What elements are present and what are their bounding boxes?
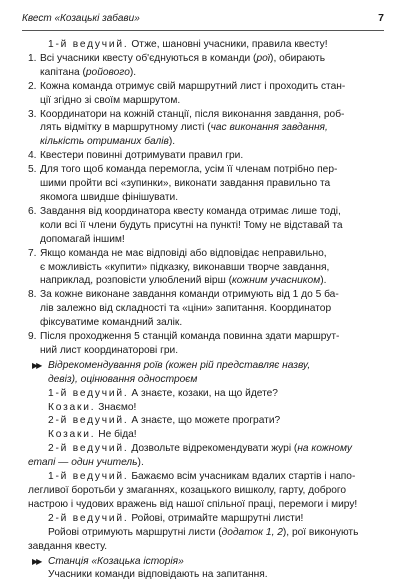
speaker-label: 2-й ведучий. xyxy=(48,512,129,524)
double-arrow-icon: ▶▶ xyxy=(32,360,41,370)
rule-emphasis: ройового xyxy=(85,66,130,78)
jury-text: Дозвольте відрекомендувати журі ( xyxy=(128,443,298,455)
rules-list xyxy=(28,52,388,358)
rule-line xyxy=(40,344,388,358)
dialogue-line xyxy=(28,401,388,415)
rule-text: Всі учасники квесту об'єднуються в команди ( xyxy=(40,52,257,64)
page-content xyxy=(28,38,388,582)
rule-line xyxy=(40,233,388,247)
rule-line xyxy=(40,219,388,233)
wish-line: настрою і чудових вражень від нашої спільної праці, перемоги і миру! xyxy=(28,498,358,510)
rule-text: наприклад, розповісти улюблений вірш ( xyxy=(40,275,232,287)
receive-line xyxy=(28,512,388,526)
rule-line xyxy=(40,316,388,330)
closing-appendix: додаток 1, 2 xyxy=(221,526,283,538)
jury-text: ). xyxy=(137,457,144,469)
rule-item xyxy=(28,330,388,358)
rule-number: 4. xyxy=(28,150,37,162)
rule-emphasis: час виконання завдання, xyxy=(210,122,328,134)
jury-note: етапі — один учитель xyxy=(28,457,138,469)
jury-note: на кожному xyxy=(297,443,352,455)
speaker-label: Козаки. xyxy=(48,401,96,413)
rule-item xyxy=(28,108,388,150)
rule-line xyxy=(40,163,388,177)
rule-line xyxy=(40,288,388,302)
intro-line xyxy=(28,38,388,52)
rule-text: допомагай іншим! xyxy=(40,233,125,245)
rule-emphasis: рої xyxy=(256,52,271,64)
rule-line xyxy=(40,274,388,288)
running-header xyxy=(22,7,384,31)
rule-line xyxy=(40,191,388,205)
rule-line xyxy=(40,108,388,122)
rule-line xyxy=(40,52,388,66)
jury-line xyxy=(28,442,388,456)
double-arrow-icon: ▶▶ xyxy=(32,556,41,566)
dialogue-line xyxy=(28,387,388,401)
section-heading-line: Станція «Козацька історія» xyxy=(48,555,184,567)
rule-number: 7. xyxy=(28,247,37,259)
dialogue-line xyxy=(28,414,388,428)
rule-number: 5. xyxy=(28,164,37,176)
rule-text: ). xyxy=(168,136,176,148)
rule-text: Якщо команда не має відповіді або відповідає неправильно, xyxy=(40,247,327,259)
rule-number: 8. xyxy=(28,289,37,301)
rule-line xyxy=(40,261,388,275)
jury-line-continued xyxy=(28,456,388,470)
rule-line xyxy=(40,66,388,80)
speaker-label: 1-й ведучий. xyxy=(48,39,129,50)
rule-line xyxy=(40,135,388,149)
section-heading-station xyxy=(28,555,388,569)
rule-text: капітана ( xyxy=(40,66,86,78)
rule-text: Після проходження 5 станцій команда повинна здати маршрут- xyxy=(40,331,340,343)
rule-number: 6. xyxy=(28,205,37,217)
rule-line xyxy=(40,330,388,344)
wish-text: Бажаємо всім учасникам вдалих стартів і напо- xyxy=(128,471,356,483)
rule-emphasis: кожним учасником xyxy=(232,275,321,287)
rule-item xyxy=(28,163,388,205)
header-title: Квест «Козацькі забави» xyxy=(22,12,140,24)
rule-text: ), обирають xyxy=(270,52,326,64)
rule-text: ). xyxy=(129,66,137,78)
rule-text: ). xyxy=(320,275,327,287)
rule-text: шими пройти всі «зупинки», виконати завдання правильно та xyxy=(40,178,331,190)
rule-number: 9. xyxy=(28,331,37,343)
rule-text: коли всі її члени будуть присутні на пункті! Тому не відставай та xyxy=(40,219,343,231)
section-heading-line: Відрекомендування роїв (кожен рій представляє назву, xyxy=(48,359,311,371)
rule-text: лять відмітку в маршрутному листі ( xyxy=(40,122,211,134)
final-line: Учасники команди відповідають на запитання. xyxy=(48,569,268,581)
rule-line xyxy=(40,149,388,163)
closing-text: Ройові отримують маршрутні листи ( xyxy=(48,526,222,538)
rule-text: ний лист координаторові гри. xyxy=(40,344,179,356)
speaker-label: 1-й ведучий. xyxy=(48,471,129,483)
closing-line: завдання квесту. xyxy=(28,540,108,552)
dialogue-text: А знаєте, козаки, на що йдете? xyxy=(128,387,278,399)
rule-number: 1. xyxy=(28,52,37,64)
closing-line xyxy=(28,526,388,540)
page-number: 7 xyxy=(378,11,384,24)
rule-line xyxy=(40,80,388,94)
section-heading-line: девіз), оцінювання одностроєм xyxy=(48,373,198,385)
rule-line xyxy=(40,121,388,135)
rule-number: 3. xyxy=(28,108,37,120)
closing-text: ), рої виконують xyxy=(282,526,359,538)
rule-item xyxy=(28,52,388,80)
rule-text: лів залежно від складності та «ціни» запитання. Координатор xyxy=(40,303,332,315)
rule-item xyxy=(28,288,388,330)
wish-line xyxy=(28,470,388,484)
speaker-label: 2-й ведучий. xyxy=(48,443,129,455)
speaker-label: 2-й ведучий. xyxy=(48,415,129,427)
section-heading-introductions xyxy=(28,359,388,387)
rule-text: Координатори на кожній станції, після виконання завдання, роб- xyxy=(40,108,345,120)
rule-item xyxy=(28,80,388,108)
intro-text: Отже, шановні учасники, правила квесту! xyxy=(128,39,328,50)
rule-item xyxy=(28,247,388,289)
dialogue-text: Не біда! xyxy=(95,429,137,441)
rule-text: Квестери повинні дотримувати правил гри. xyxy=(40,150,244,162)
dialogue-text: Знаємо! xyxy=(95,401,137,413)
rule-item xyxy=(28,149,388,163)
rule-line xyxy=(40,247,388,261)
rule-text: Для того щоб команда перемогла, усім її членам потрібно пер- xyxy=(40,164,338,176)
rule-emphasis: кількість отриманих балів xyxy=(40,136,169,148)
rule-line xyxy=(40,94,388,108)
rule-text: Завдання від координатора квесту команда отримає лише тоді, xyxy=(40,205,341,217)
rule-text: Кожна команда отримує свій маршрутний лист і проходить стан- xyxy=(40,80,346,92)
rule-text: є можливість «купити» підказку, виконавши творче завдання, xyxy=(40,261,330,273)
dialogue-text: А знаєте, що можете програти? xyxy=(128,415,281,427)
wish-line: легливої боротьби у змаганнях, козацького вишколу, гарту, доброго xyxy=(28,485,347,496)
rule-item xyxy=(28,205,388,247)
rule-text: фіксуватиме командний залік. xyxy=(40,317,183,329)
dialogue-line xyxy=(28,428,388,442)
rule-line xyxy=(40,177,388,191)
rule-text: За кожне виконане завдання команди отримують від 1 до 5 ба- xyxy=(40,289,339,301)
rule-line xyxy=(40,205,388,219)
rule-line xyxy=(40,302,388,316)
rule-text: якомога швидше фінішувати. xyxy=(40,191,179,203)
receive-text: Ройові, отримайте маршрутні листи! xyxy=(128,512,304,524)
speaker-label: Козаки. xyxy=(48,429,96,441)
speaker-label: 1-й ведучий. xyxy=(48,387,129,399)
rule-number: 2. xyxy=(28,80,37,92)
rule-text: ції згідно зі своїм маршрутом. xyxy=(40,94,181,106)
